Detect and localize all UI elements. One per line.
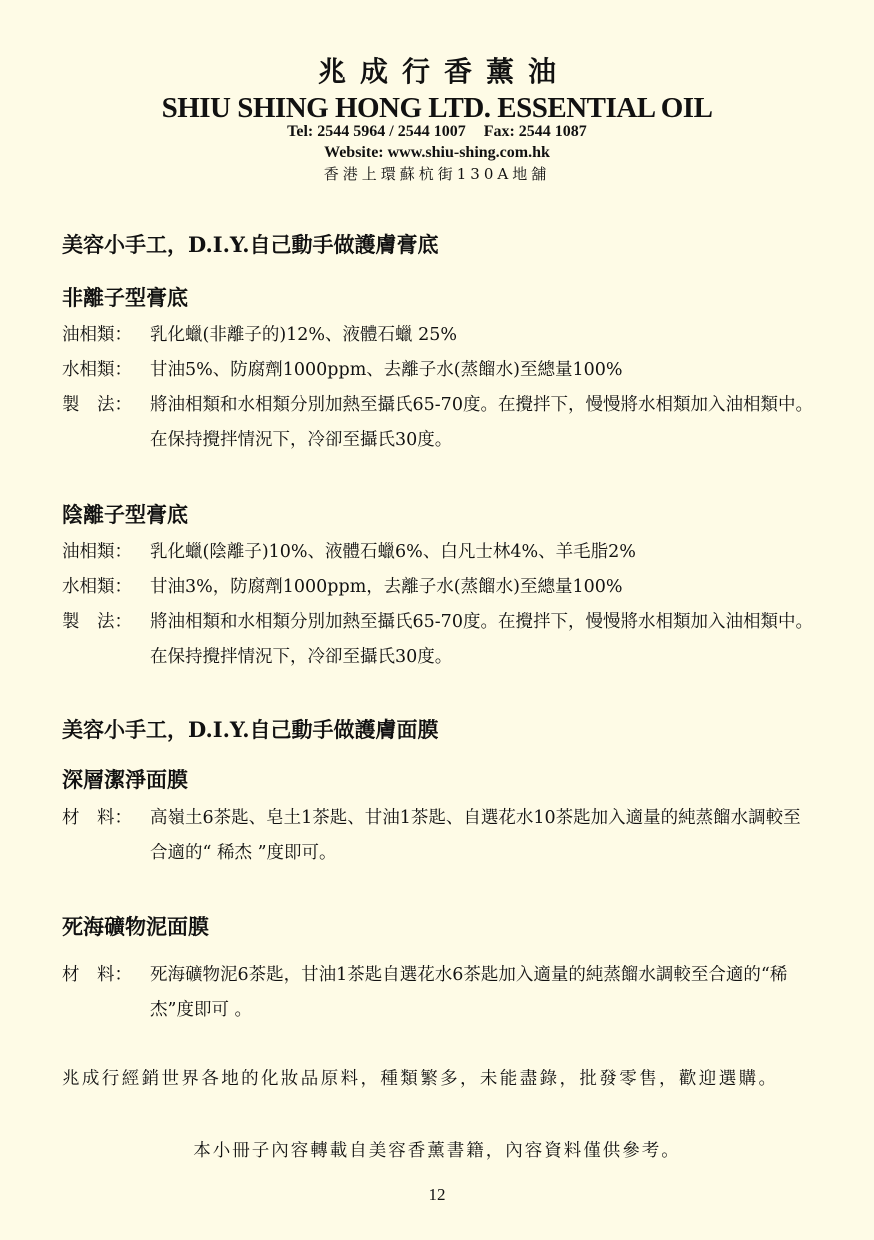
fax: Fax: 2544 1087 — [483, 123, 587, 140]
material-label: 材 料： — [62, 808, 132, 828]
method-text: 將油相類和水相類分別加熱至攝氏65-70度。在攪拌下，慢慢將水相類加入油相類中。在保持攪拌情況下，冷卻至攝氏30度。 — [150, 612, 813, 667]
oil-phase-label: 油相類： — [62, 325, 132, 345]
oil-phase-text: 乳化蠟(陰離子)10%、液體石蠟6%、白凡士林4%、羊毛脂2% — [150, 542, 636, 562]
disclaimer-note: 本小冊子內容轉載自美容香薰書籍，內容資料僅供參考。 — [193, 1141, 681, 1161]
material-text: 高嶺土6茶匙、皂土1茶匙、甘油1茶匙、自選花水10茶匙加入適量的純蒸餾水調較至合適的“ 稀杰 ”度即可。 — [150, 808, 801, 863]
material-label: 材 料： — [62, 965, 132, 985]
method-label: 製 法： — [62, 612, 132, 632]
section-title-cream: 美容小手工，D.I.Y.自己動手做護膚膏底 — [62, 232, 439, 257]
subtitle-dead-sea-mud: 死海礦物泥面膜 — [62, 914, 209, 939]
section-title-mask: 美容小手工，D.I.Y.自己動手做護膚面膜 — [62, 717, 439, 742]
nonionic-method — [62, 388, 814, 458]
dead-sea-mud-material — [62, 958, 814, 1028]
company-name-english: SHIU SHING HONG LTD. ESSENTIAL OIL — [161, 92, 713, 124]
contact-line — [0, 122, 874, 142]
nonionic-oil-phase — [62, 318, 814, 353]
page-number: 12 — [428, 1185, 446, 1204]
nonionic-water-phase — [62, 353, 814, 388]
website: Website: www.shiu-shing.com.hk — [324, 144, 550, 161]
water-phase-label: 水相類： — [62, 360, 132, 380]
method-label: 製 法： — [62, 395, 132, 415]
oil-phase-text: 乳化蠟(非離子的)12%、液體石蠟 25% — [150, 325, 458, 345]
water-phase-label: 水相類： — [62, 577, 132, 597]
subtitle-anionic: 陰離子型膏底 — [62, 502, 188, 527]
telephone: Tel: 2544 5964 / 2544 1007 — [287, 123, 466, 140]
anionic-oil-phase — [62, 535, 814, 570]
method-text: 將油相類和水相類分別加熱至攝氏65-70度。在攪拌下，慢慢將水相類加入油相類中。在保持攪拌情況下，冷卻至攝氏30度。 — [150, 395, 813, 450]
anionic-water-phase — [62, 570, 814, 605]
anionic-method — [62, 605, 814, 675]
subtitle-deep-cleansing: 深層潔淨面膜 — [62, 767, 188, 792]
oil-phase-label: 油相類： — [62, 542, 132, 562]
address: 香港上環蘇杭街130A地舖 — [323, 165, 551, 183]
deep-cleansing-material — [62, 801, 814, 871]
promo-paragraph: 兆成行經銷世界各地的化妝品原料，種類繁多，未能盡錄，批發零售，歡迎選購。 — [62, 1069, 779, 1089]
subtitle-nonionic: 非離子型膏底 — [62, 285, 188, 310]
company-name-chinese: 兆成行香薰油 — [317, 55, 570, 88]
water-phase-text: 甘油5%、防腐劑1000ppm、去離子水(蒸餾水)至總量100% — [150, 360, 623, 380]
water-phase-text: 甘油3%，防腐劑1000ppm，去離子水(蒸餾水)至總量100% — [150, 577, 623, 597]
material-text: 死海礦物泥6茶匙，甘油1茶匙自選花水6茶匙加入適量的純蒸餾水調較至合適的“稀杰”度即可 。 — [150, 965, 788, 1020]
